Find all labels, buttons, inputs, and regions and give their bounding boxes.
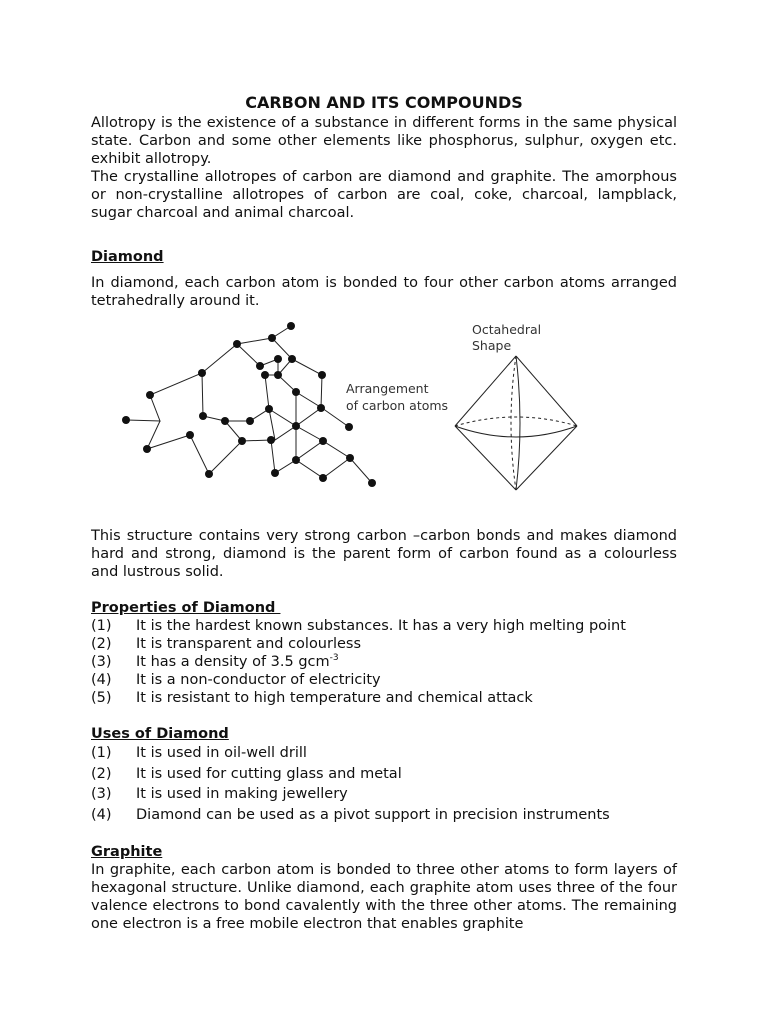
list-item <box>91 805 677 826</box>
superscript: -3 <box>329 653 339 664</box>
list-text: It is used for cutting glass and metal <box>136 765 402 782</box>
list-number: (3) <box>91 786 112 802</box>
properties-heading: Properties of Diamond <box>91 600 281 616</box>
list-text: It is a non-conductor of electricity <box>136 672 381 688</box>
uses-heading: Uses of Diamond <box>91 726 229 742</box>
page-title: CARBON AND ITS COMPOUNDS <box>245 93 523 112</box>
arrangement-label-line2: of carbon atoms <box>346 398 449 413</box>
graphite-paragraph: In graphite, each carbon atom is bonded to three other atoms to form layers of hexagonal structure. Unlike diamond, each graphite atom uses three of the four valence electrons to bond cavalently with the three other atoms. The remaining one electron is a free mobile electron that enables graphite <box>91 862 677 932</box>
diamond-structure-diagram <box>0 306 768 506</box>
list-item <box>91 784 677 805</box>
list-number: (2) <box>91 636 112 652</box>
list-number: (4) <box>91 806 112 823</box>
diamond-figure <box>91 322 677 517</box>
list-number: (1) <box>91 745 112 761</box>
intro-paragraph-1: Allotropy is the existence of a substance in different forms in the same physical state. Carbon and some other elements like phosphorus, sulphur, oxygen etc. exhibit allotropy. <box>91 115 677 167</box>
list-text: It is resistant to high temperature and chemical attack <box>136 690 533 706</box>
octahedral-label-line2: Shape <box>472 338 512 353</box>
graphite-heading: Graphite <box>91 844 163 860</box>
lattice-bonds <box>126 326 372 483</box>
list-item <box>91 653 677 671</box>
list-number: (5) <box>91 690 112 706</box>
octahedral-label-line1: Octahedral <box>472 322 542 337</box>
list-text: It is transparent and colourless <box>136 636 362 652</box>
diamond-paragraph: In diamond, each carbon atom is bonded to four other carbon atoms arranged tetrahedrally around it. <box>91 275 677 309</box>
structure-paragraph: This structure contains very strong carbon –carbon bonds and makes diamond hard and strong, diamond is the parent form of carbon found as a colourless and lustrous solid. <box>91 528 677 580</box>
list-item <box>91 617 677 635</box>
intro-paragraph-2: The crystalline allotropes of carbon are diamond and graphite. The amorphous or non-crystalline allotropes of carbon are coal, coke, charcoal, lampblack, sugar charcoal and animal charcoal. <box>91 169 677 221</box>
uses-list <box>91 743 677 825</box>
list-number: (1) <box>91 618 112 634</box>
list-item <box>91 671 677 689</box>
octahedron-shape <box>455 356 577 490</box>
arrangement-label-line1: Arrangement <box>346 381 429 396</box>
diamond-heading: Diamond <box>91 249 164 265</box>
list-item <box>91 689 677 707</box>
list-number: (4) <box>91 672 112 688</box>
properties-list <box>91 617 677 707</box>
list-item <box>91 743 677 764</box>
list-number: (2) <box>91 765 112 782</box>
list-text: Diamond can be used as a pivot support in precision instruments <box>136 806 610 823</box>
list-text: It is used in making jewellery <box>136 786 348 802</box>
list-text: It is used in oil-well drill <box>136 745 307 761</box>
list-item <box>91 764 677 785</box>
list-text: It is the hardest known substances. It has a very high melting point <box>136 618 626 634</box>
lattice-atoms <box>122 322 376 487</box>
document-content <box>91 92 677 933</box>
list-item <box>91 635 677 653</box>
list-number: (3) <box>91 654 112 670</box>
list-text: It has a density of 3.5 gcm <box>136 654 330 670</box>
